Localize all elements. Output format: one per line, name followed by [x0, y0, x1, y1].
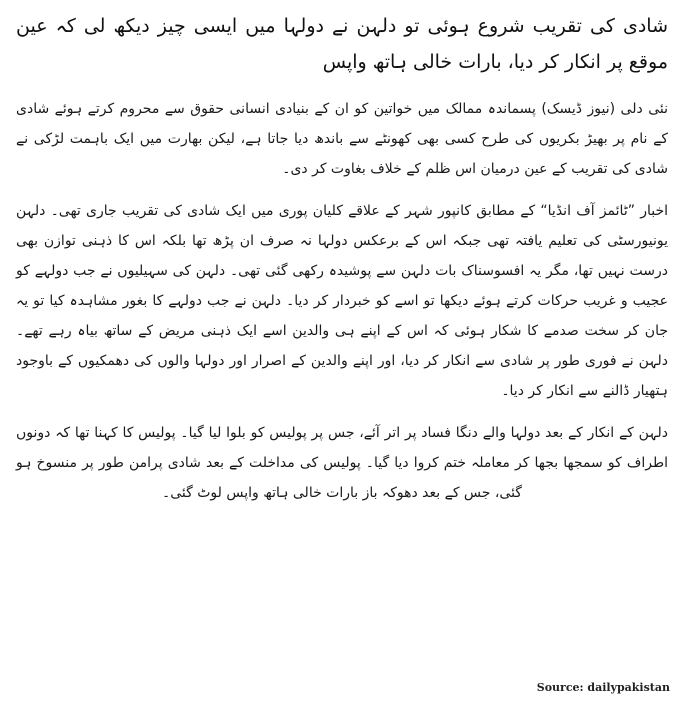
article-paragraph-conclusion: دلہن کے انکار کے بعد دولہا والے دنگا فساد پر اتر آئے، جس پر پولیس کو بلوا لیا گیا۔ پولیس کا کہنا تھا کہ دونوں اطراف کو سمجھا بجھا کر معاملہ ختم کروا دیا گیا۔ پولیس کی مداخلت کے بعد شادی پرامن طور پر منسوخ ہو گئی، جس کے بعد دھوکہ باز بارات خالی ہاتھ واپس لوٹ گئی۔	[16, 425, 668, 501]
article-paragraph-details: اخبار ”ٹائمز آف انڈیا“ کے مطابق کانپور شہر کے علاقے کلیان پوری میں ایک شادی کی تقریب جاری تھی۔ دلہن یونیورسٹی کی تعلیم یافتہ تھی جبکہ اس کے برعکس دولہا نہ صرف ان پڑھ تھا بلکہ اس کا ذہنی توازن بھی درست نہیں تھا، مگر یہ افسوسناک بات دلہن سے پوشیدہ رکھی گئی تھی۔ دلہن کی سہیلیوں نے جب دولہے کو عجیب و غریب حرکات کرتے ہوئے دیکھا تو اسے کو خبردار کر دیا۔ دلہن نے جب دولہے کا بغور مشاہدہ کیا تو یہ جان کر سخت صدمے کا شکار ہوئی کہ اس کے اپنے ہی والدین اسے ایک ذہنی مریض کے ساتھ بیاہ رہے تھے۔ دلہن نے فوری طور پر شادی سے انکار کر دیا، اور اپنے والدین کے اصرار اور دولہا والوں کی دھمکیوں کے باوجود ہتھیار ڈالنے سے انکار کر دیا۔	[16, 203, 668, 399]
news-article	[16, 8, 668, 698]
article-headline: شادی کی تقریب شروع ہوئی تو دلہن نے دولہا میں ایسی چیز دیکھ لی کہ عین موقع پر انکار کر دیا، بارات خالی ہاتھ واپس	[16, 15, 668, 73]
article-paragraph-intro: نئی دلی (نیوز ڈیسک) پسماندہ ممالک میں خواتین کو ان کے بنیادی انسانی حقوق سے محروم کرتے ہوئے شادی کے نام پر بھیڑ بکریوں کی طرح کسی بھی کھونٹے سے باندھ دیا جاتا ہے، لیکن بھارت میں ایک باہمت لڑکی نے شادی کی تقریب کے عین درمیان اس ظلم کے خلاف بغاوت کر دی۔	[16, 101, 668, 177]
source-credit: Source: dailypakistan	[536, 681, 670, 694]
